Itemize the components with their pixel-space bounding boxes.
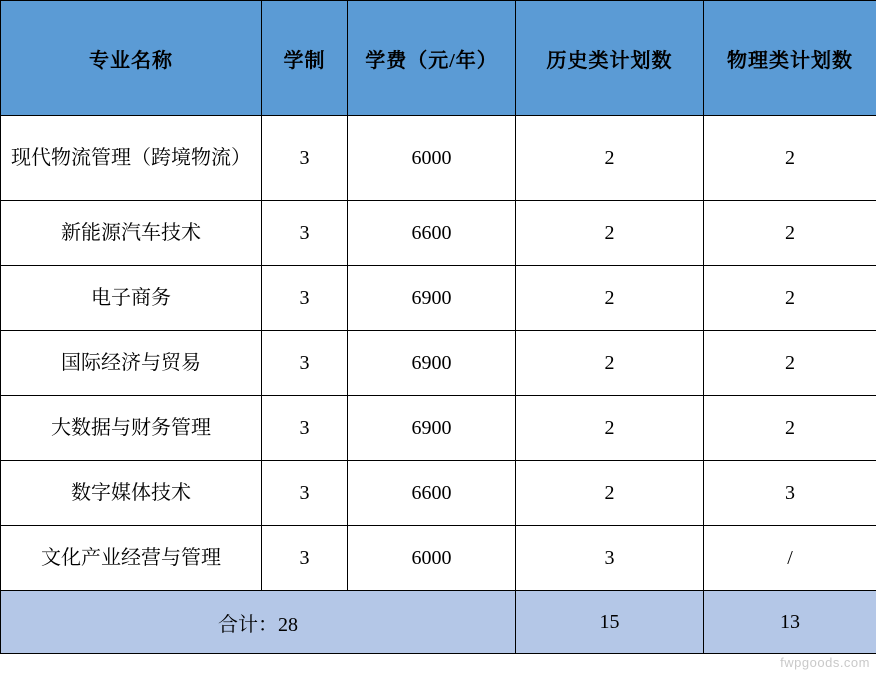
cell-program-length: 3 [262, 331, 348, 396]
table-row [1, 201, 876, 266]
table-row [1, 396, 876, 461]
cell-tuition: 6000 [348, 116, 516, 201]
cell-physics-quota: / [704, 526, 876, 591]
cell-history-quota: 2 [516, 116, 704, 201]
cell-program-length: 3 [262, 461, 348, 526]
cell-history-quota: 2 [516, 201, 704, 266]
cell-history-quota: 2 [516, 396, 704, 461]
cell-history-quota: 3 [516, 526, 704, 591]
footer-history-total: 15 [516, 591, 704, 654]
cell-tuition: 6900 [348, 266, 516, 331]
cell-major-name: 大数据与财务管理 [1, 396, 262, 461]
cell-physics-quota: 2 [704, 266, 876, 331]
cell-tuition: 6600 [348, 461, 516, 526]
table-header-row [1, 1, 876, 116]
cell-history-quota: 2 [516, 461, 704, 526]
cell-program-length: 3 [262, 266, 348, 331]
cell-tuition: 6600 [348, 201, 516, 266]
cell-program-length: 3 [262, 116, 348, 201]
column-header-tuition: 学费（元/年） [348, 1, 516, 116]
cell-physics-quota: 3 [704, 461, 876, 526]
cell-tuition: 6000 [348, 526, 516, 591]
table-row [1, 526, 876, 591]
cell-history-quota: 2 [516, 266, 704, 331]
cell-tuition: 6900 [348, 396, 516, 461]
column-header-major-name: 专业名称 [1, 1, 262, 116]
cell-major-name: 新能源汽车技术 [1, 201, 262, 266]
table-footer-row [1, 591, 876, 654]
cell-physics-quota: 2 [704, 116, 876, 201]
watermark: fwpgoods.com [780, 655, 870, 670]
cell-major-name: 文化产业经营与管理 [1, 526, 262, 591]
cell-program-length: 3 [262, 201, 348, 266]
cell-physics-quota: 2 [704, 201, 876, 266]
table-footer [1, 591, 876, 654]
cell-program-length: 3 [262, 396, 348, 461]
table-row [1, 461, 876, 526]
cell-major-name: 国际经济与贸易 [1, 331, 262, 396]
cell-major-name: 数字媒体技术 [1, 461, 262, 526]
footer-physics-total: 13 [704, 591, 876, 654]
table-header [1, 1, 876, 116]
cell-major-name: 现代物流管理（跨境物流） [1, 116, 262, 201]
table-row [1, 331, 876, 396]
table-row [1, 116, 876, 201]
table-body [1, 116, 876, 591]
cell-program-length: 3 [262, 526, 348, 591]
column-header-history-quota: 历史类计划数 [516, 1, 704, 116]
cell-physics-quota: 2 [704, 331, 876, 396]
cell-history-quota: 2 [516, 331, 704, 396]
table-row [1, 266, 876, 331]
column-header-program-length: 学制 [262, 1, 348, 116]
cell-major-name: 电子商务 [1, 266, 262, 331]
column-header-physics-quota: 物理类计划数 [704, 1, 876, 116]
cell-tuition: 6900 [348, 331, 516, 396]
cell-physics-quota: 2 [704, 396, 876, 461]
footer-total-label: 合计：28 [1, 591, 516, 654]
